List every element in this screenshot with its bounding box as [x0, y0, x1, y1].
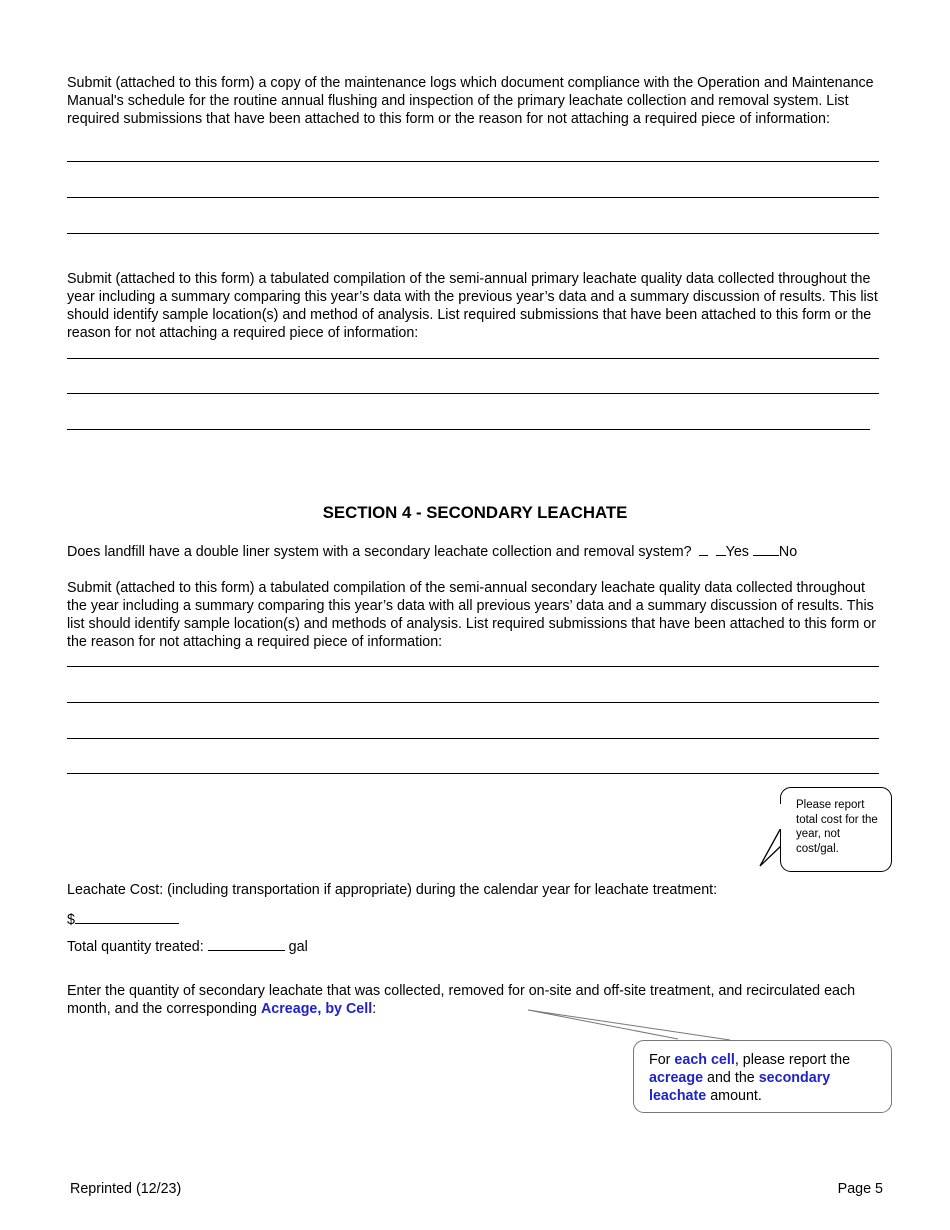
total-quantity-row [67, 936, 879, 956]
cell-note-secondary-leachate: secondary leachate [649, 1070, 831, 1104]
no-label: No [778, 544, 798, 560]
leachate-cost-row [67, 909, 879, 929]
secondary-quantity-text: Enter the quantity of secondary leachate that was collected, removed for on-site and off-site treatment, and recirculated each month, and the corresponding [67, 983, 856, 1017]
double-liner-question: Does landfill have a double liner system with a secondary leachate collection and removal system? [67, 544, 692, 560]
cell-note-text-1: For [649, 1052, 675, 1068]
primary-quality-instructions: Submit (attached to this form) a tabulated compilation of the semi-annual primary leachate quality data collected throughout the year including a summary comparing this year’s data with the previous year’s data and a summary discussion of results. This list should identify sample location(s) and method of analysis. List required submissions that have been attached to this form or the reason for not attaching a required piece of information: [67, 271, 878, 341]
maintenance-logs-instructions: Submit (attached to this form) a copy of the maintenance logs which document compliance with the Operation and Maintenance Manual's schedule for the routine annual flushing and inspection of the primary leachate collection and removal system. List required submissions that have been attached to this form or the reason for not attaching a required piece of information: [67, 75, 874, 127]
maintenance-response-line-2[interactable] [67, 197, 879, 198]
yes-answer-blank[interactable] [699, 541, 708, 556]
cell-note-each-cell: each cell [674, 1052, 735, 1068]
secondary-response-line-4[interactable] [67, 773, 879, 774]
leachate-cost-label: Leachate Cost: (including transportation if appropriate) during the calendar year for leachate treatment: [67, 882, 718, 898]
maintenance-response-line-1[interactable] [67, 161, 879, 162]
secondary-response-line-1[interactable] [67, 666, 879, 667]
acreage-by-cell-highlight: Acreage, by Cell [260, 1001, 373, 1017]
secondary-response-line-2[interactable] [67, 702, 879, 703]
primary-response-line-3[interactable] [67, 429, 870, 430]
cell-note-text-4: amount. [706, 1088, 762, 1104]
secondary-quantity-instructions [67, 982, 879, 1018]
cell-note-text-3: and the [703, 1070, 759, 1086]
yes-label: Yes [725, 544, 749, 560]
section-heading: SECTION 4 - SECONDARY LEACHATE [322, 503, 628, 522]
primary-response-line-2[interactable] [67, 393, 879, 394]
total-quantity-input[interactable] [208, 936, 285, 951]
double-liner-question-row [67, 541, 879, 561]
secondary-quantity-suffix: : [372, 1001, 377, 1017]
secondary-quality-instructions: Submit (attached to this form) a tabulated compilation of the semi-annual secondary leachate quality data collected throughout the year including a summary comparing this year’s data with all previous years’ data and a summary discussion of results. This list should identify sample location(s) and methods of analysis. List required submissions that have been attached to this form or the reason for not attaching a required piece of information: [67, 580, 876, 650]
cell-callout [633, 1040, 892, 1113]
maintenance-response-line-3[interactable] [67, 233, 879, 234]
leachate-cost-input[interactable] [75, 909, 179, 924]
cell-note-acreage: acreage [649, 1070, 704, 1086]
cost-callout: Please report total cost for the year, not cost/gal. [780, 787, 892, 872]
footer-page-number: Page 5 [837, 1181, 883, 1197]
currency-symbol: $ [67, 912, 75, 928]
yes-answer-blank-2[interactable] [716, 541, 726, 556]
no-answer-blank[interactable] [753, 541, 779, 556]
quantity-unit: gal [288, 939, 308, 955]
total-quantity-label: Total quantity treated: [67, 939, 204, 955]
primary-response-line-1[interactable] [67, 358, 879, 359]
footer-reprint-date: Reprinted (12/23) [70, 1181, 182, 1197]
secondary-response-line-3[interactable] [67, 738, 879, 739]
cost-callout-tail-cover [778, 804, 784, 829]
cell-note-text-2: , please report the [734, 1052, 851, 1068]
